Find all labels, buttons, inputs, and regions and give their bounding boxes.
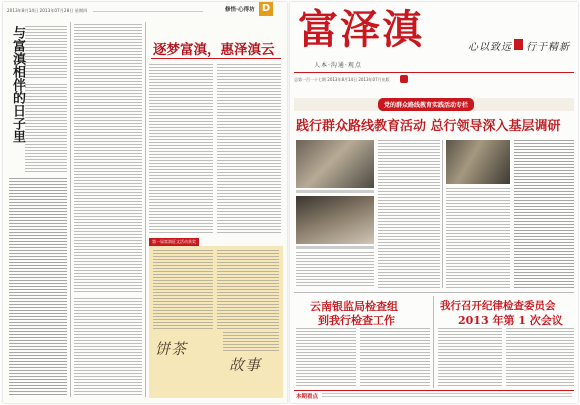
section-mark: D: [259, 2, 273, 16]
bottom-bar-items: [322, 393, 572, 398]
sub-headline-1-line-1: 云南银监局检查组: [310, 300, 398, 313]
masthead-logo: [400, 75, 408, 83]
masthead-slogan: 人本·沟通·观点: [314, 62, 362, 69]
section-divider: [294, 292, 574, 293]
left-column-intro: [25, 26, 67, 78]
right-column-text-left: [296, 252, 374, 288]
right-col-divider: [442, 140, 443, 288]
left-column-text-2: [9, 178, 67, 396]
middle-column-text: [74, 24, 142, 294]
sub-col-divider: [433, 296, 434, 388]
sub-headline-2-line-2: 2013 年第 1 次会议: [458, 314, 563, 327]
middle-column-text-2: [74, 298, 142, 396]
sub-article-2-text-a: [438, 328, 502, 386]
left-header-divider: [93, 11, 203, 12]
headline-underline: [151, 58, 281, 59]
sidebar-tag: 第一届富滇征文活动获奖: [149, 238, 199, 246]
sub-article-1-text-b: [360, 328, 430, 386]
vertical-headline: 与富滇相伴的日子里: [10, 26, 25, 143]
sub-headline-2-line-1: 我行召开纪律检查委员会: [440, 300, 556, 312]
bottom-bar-label: 本期看点: [296, 394, 319, 400]
right-page: [290, 2, 578, 403]
sub-article-1-text-a: [296, 328, 356, 386]
motto-1: 心以致远: [468, 42, 512, 53]
left-column-text-1: [25, 84, 67, 174]
right-article-text-3: [514, 140, 574, 288]
right-article-text-1: [378, 140, 440, 288]
masthead-rule: [294, 72, 574, 73]
right-main-headline: 践行群众路线教育活动 总行领导深入基层调研: [296, 119, 561, 134]
article-text-a: [149, 64, 213, 234]
photo-1: [296, 140, 374, 188]
col-divider-2: [145, 22, 146, 397]
sub-headline-1-line-2: 到我行检查工作: [318, 314, 395, 327]
left-page: [3, 2, 287, 403]
left-date-line: 2013年8月14日 2013年07月28日 星期四: [7, 8, 88, 13]
article-text-b: [217, 64, 281, 234]
calligraphy-right: 故事: [229, 356, 262, 374]
photo-1-caption: [296, 190, 374, 193]
tea-story-text-b: [217, 250, 279, 330]
motto-stamp: [514, 39, 523, 50]
calligraphy-left: 饼茶: [155, 340, 188, 358]
masthead-issue-line: 总第一百一十七期 2013年8月14日 2013年07月出版: [294, 77, 390, 82]
motto-2: 行于精新: [526, 42, 570, 53]
tea-story-text-a: [153, 250, 213, 330]
photo-2-caption: [296, 246, 374, 249]
campaign-banner-label: 党的群众路线教育实践活动专栏: [378, 98, 474, 111]
photo-3: [446, 140, 510, 184]
section-tag: 修悟·心得坊: [225, 7, 255, 13]
photo-2: [296, 196, 374, 244]
masthead-title: 富泽滇: [298, 6, 424, 53]
col-divider-1: [70, 22, 71, 397]
main-headline: 逐梦富滇，惠泽滇云: [153, 42, 275, 58]
right-article-text-2: [446, 188, 510, 288]
tea-story-text-c: [223, 332, 279, 352]
sub-article-2-text-b: [506, 328, 574, 386]
